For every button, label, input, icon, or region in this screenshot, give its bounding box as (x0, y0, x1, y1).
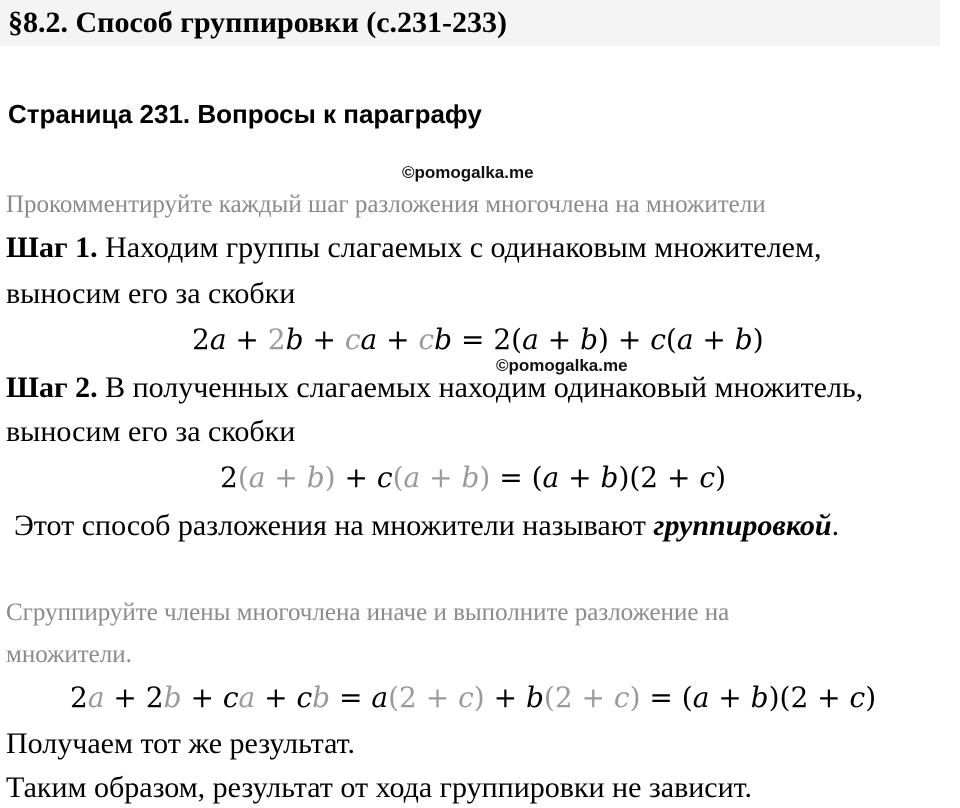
term-grouping: группировкой (653, 509, 832, 542)
page-title: Страница 231. Вопросы к параграфу (8, 99, 482, 129)
question-2-line-1: Сгруппируйте члены многочлена иначе и выполните разложение на (6, 599, 730, 626)
watermark-top: ©pomogalka.me (402, 163, 534, 182)
question-1: Прокомментируйте каждый шаг разложения многочлена на множители (6, 191, 766, 218)
result-line-1: Получаем тот же результат. (6, 727, 355, 760)
step-2-line-2: выносим его за скобки (6, 415, 296, 448)
conclusion-1-text: Этот способ разложения на множители называют (14, 509, 646, 542)
step-2-formula: 2(a + b) + c(a + b) = (a + b)(2 + c) (220, 461, 726, 494)
step-1-line-1 (6, 226, 821, 270)
section-title: §8.2. Способ группировки (с.231-233) (8, 6, 508, 39)
section-heading-bar (0, 0, 940, 46)
step-1-formula: 2a + 2b + ca + cb = 2(a + b) + c(a + b) (192, 323, 764, 356)
result-line-2: Таким образом, результат от хода группировки не зависит. (6, 771, 753, 804)
alternative-grouping-formula: 2a + 2b + ca + cb = a(2 + c) + b(2 + c) = (a + b)(2 + c) (70, 681, 877, 714)
step-2-line-1 (6, 366, 863, 410)
step-1-line-2: выносим его за скобки (6, 277, 296, 310)
conclusion-1 (14, 504, 839, 548)
step-2-label: Шаг 2. (6, 371, 98, 404)
conclusion-1-end: . (831, 509, 840, 542)
watermark-middle: ©pomogalka.me (496, 356, 628, 375)
question-2-line-2: множители. (6, 641, 132, 668)
step-1-text: Находим группы слагаемых с одинаковым множителем, (105, 231, 822, 264)
step-1-label: Шаг 1. (6, 231, 98, 264)
step-2-text: В полученных слагаемых находим одинаковый множитель, (105, 371, 864, 404)
